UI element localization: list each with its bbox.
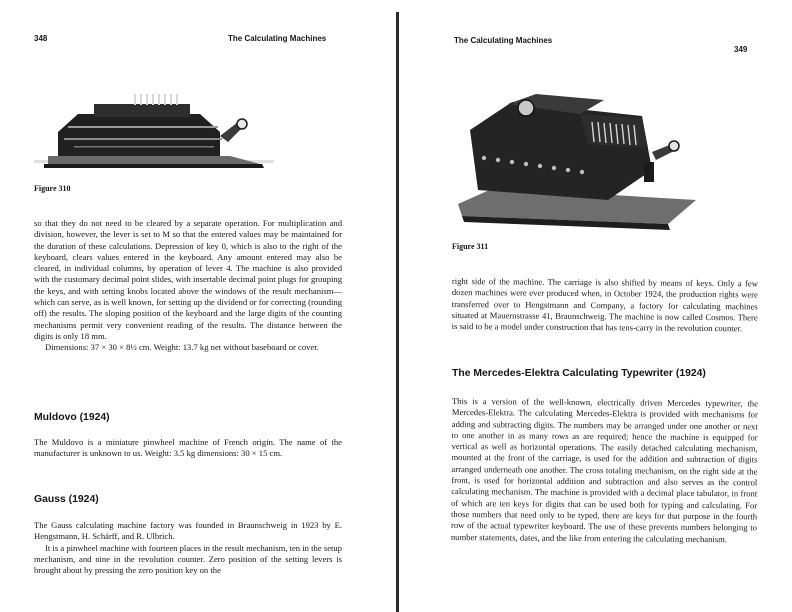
right-page — [400, 0, 792, 612]
paragraph: This is a version of the well-known, electrically driven Mercedes typewriter, the Mercedes-Elektra. The calculating Mercedes-Elektra is provided with mechanisms for adding and subtracting digits. The numbers may be arranged under one another or next to one another in as many rows as are required; hence the machine is equipped for vertical as well as horizontal operations. The easily detached calculating mechanism, mounted at the front of the carriage, is used for the addition and subtraction of digits arranged underneath one another. The cross totaling mechanism, on the right side at the front, is used for horizontal addition and subtraction and also serves as the control calculating mechanism. The machine is provided with a decimal place tabulator, in front of which are ten keys for digits that can be used both for typing and calculating. For those numbers that need only to be typed, there are keys for that purpose in the fourth row of the actual typewriter keyboard. The use of these prevents numbers belonging to number statements, dates, and the like from entering the calculating mechanism. — [450, 396, 758, 544]
paragraph: so that they do not need to be cleared by a separate operation. For multiplication and division, however, the lever is set to M so that the entered values may be maintained for the duration of these calculations. Depression of key 0, which is also to the right of the keyboard, clears values entered in the keyboard. Any amount entered may also be cleared, in individual columns, by operation of lever 4. The machine is also provided with the customary decimal point slides, with insertable decimal point plugs for grouping the keys, and with setting knobs located above the windows of the result mechanism—which can serve, as is well known, for setting up the dividend or for correcting (rounding off) the results. The sloping position of the keyboard and the large digits of the counting mechanisms permit very convenient reading of the results. The distance between the digits is only 18 mm. — [34, 218, 342, 341]
section-heading-gauss: Gauss (1924) — [34, 494, 99, 505]
figure-310-image — [34, 84, 274, 179]
figure-311-image — [448, 88, 708, 238]
machine-crank-knob — [669, 141, 679, 151]
paragraph: It is a pinwheel machine with fourteen places in the result mechanism, ten in the setup mechanism, and nine in the revolution counter. Zero position of the setting levers is brought about by pressing the zero position key on the — [34, 542, 342, 576]
machine-baseboard — [48, 156, 260, 164]
running-head-right: The Calculating Machines — [454, 36, 553, 45]
section-heading-mercedes-elektra: The Mercedes-Elektra Calculating Typewriter (1924) — [452, 368, 706, 379]
paragraph: right side of the machine. The carriage is also shifted by means of keys. Only a few dozen machines were ever produced when, in October 1924, the production rights were transferred over to Hengstmann and Company, a factory for calculating machines situated at Mauernstrasse 41, Braunschweig. The machine is now called Cosmos. There is said to be a model under construction that has tens-carry in the revolution counter. — [451, 276, 758, 334]
paragraph: The Gauss calculating machine factory was founded in Braunschweig in 1923 by E. Hengstmann, H. Schärff, and R. Ulbrich. — [34, 520, 342, 542]
machine-body — [58, 114, 220, 156]
machine-carriage — [94, 104, 190, 117]
section-body-muldovo — [34, 437, 342, 460]
running-head-left: The Calculating Machines — [228, 34, 327, 43]
machine-body — [470, 102, 652, 200]
book-spine-divider — [396, 12, 399, 612]
paragraph: The Muldovo is a miniature pinwheel machine of French origin. The name of the manufacturer is unknown to us. Weight: 3.5 kg dimensions: 30 × 15 cm. — [34, 437, 342, 459]
figure-caption-310: Figure 310 — [34, 184, 71, 193]
left-body-intro — [34, 218, 342, 354]
machine-result-drum — [580, 114, 648, 148]
section-heading-muldovo: Muldovo (1924) — [34, 412, 110, 423]
page-number-right: 349 — [734, 45, 748, 54]
section-body-gauss — [34, 520, 342, 576]
right-body-intro — [452, 276, 758, 335]
machine-crank-knob — [237, 119, 247, 129]
page-number-left: 348 — [34, 34, 48, 43]
section-body-mercedes-elektra — [451, 396, 758, 545]
figure-caption-311: Figure 311 — [452, 242, 489, 251]
paragraph: Dimensions: 37 × 30 × 8½ cm. Weight: 13.7 kg net without baseboard or cover. — [45, 342, 319, 353]
